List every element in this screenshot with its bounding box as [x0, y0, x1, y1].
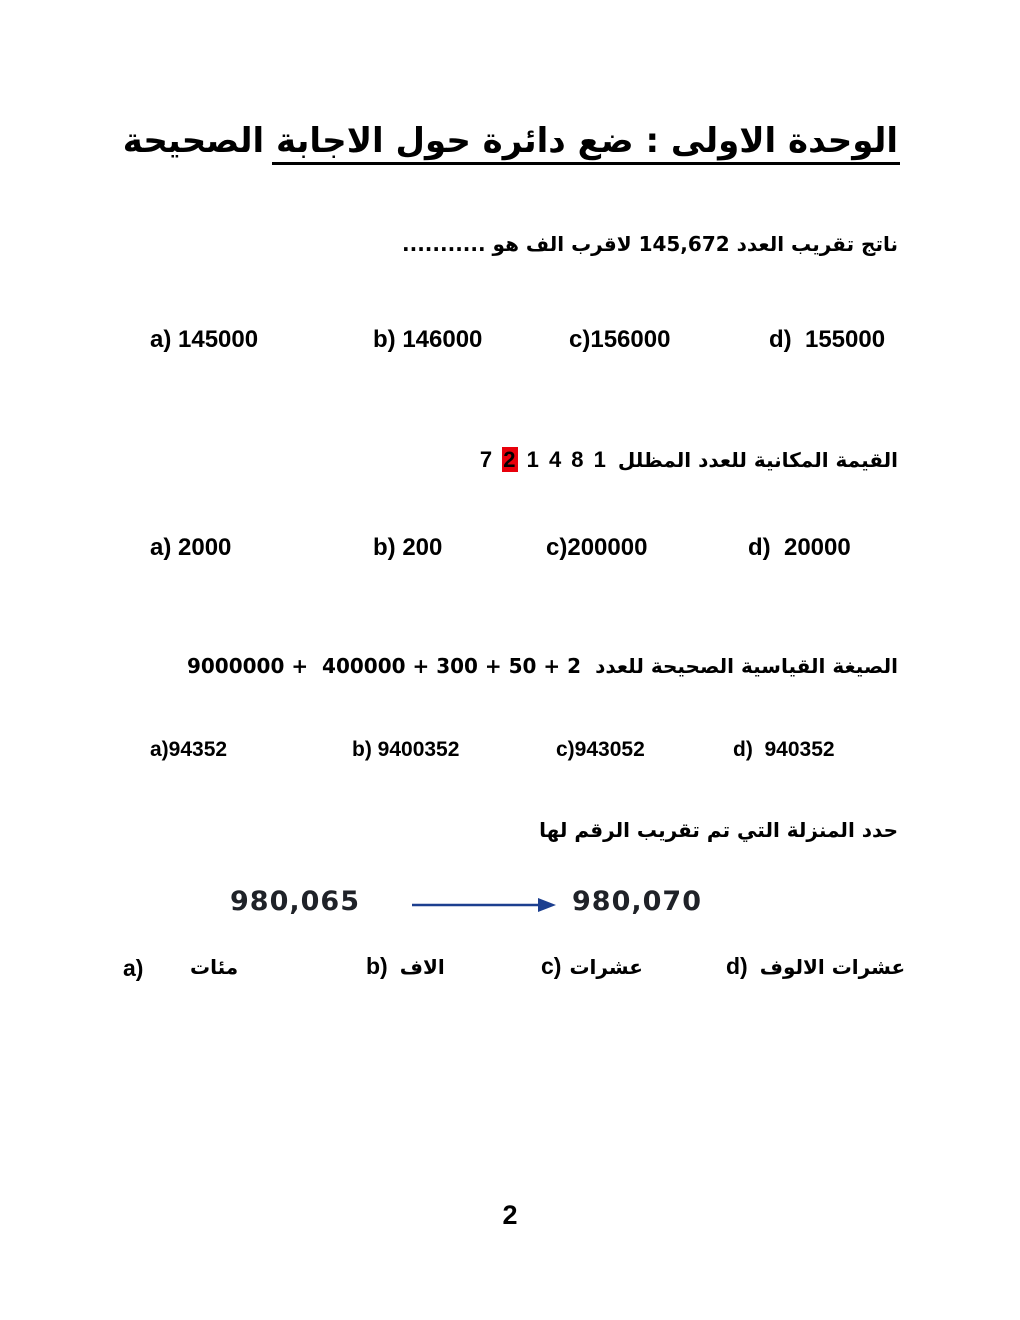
- q3-option-a[interactable]: a)94352: [150, 738, 228, 761]
- q2-option-c[interactable]: c)200000: [546, 534, 648, 561]
- q1-option-d[interactable]: d) 155000: [769, 326, 886, 353]
- original-number: 980,065: [230, 886, 360, 917]
- highlighted-digit: 2: [503, 447, 518, 472]
- question-4-text: حدد المنزلة التي تم تقريب الرقم لها: [539, 818, 898, 842]
- q4-option-b[interactable]: [366, 953, 445, 980]
- digits-rest: 1 4 8 1: [526, 447, 608, 472]
- q4-option-b-label: الاف: [399, 954, 445, 979]
- page-number: 2: [502, 1200, 518, 1230]
- question-2: [480, 447, 898, 473]
- digit-seven: 7: [479, 447, 495, 472]
- q4-option-c-label: عشرات: [569, 954, 643, 979]
- q4-option-c-letter: c): [541, 953, 562, 979]
- q4-option-d-letter: d): [726, 953, 748, 979]
- q1-option-a[interactable]: a) 145000: [150, 326, 259, 353]
- q3-option-b[interactable]: b) 9400352: [352, 738, 460, 761]
- page-title: الوحدة الاولى : ضع دائرة حول الاجابة الصحيحة: [122, 121, 898, 161]
- rounded-number: 980,070: [572, 886, 702, 917]
- question-2-text: القيمة المكانية للعدد المظلل: [617, 448, 898, 472]
- q2-option-d[interactable]: d) 20000: [748, 534, 851, 561]
- q4-option-b-letter: b): [366, 953, 388, 979]
- title-underline: [272, 162, 900, 165]
- q4-option-a-label[interactable]: مئات: [190, 955, 239, 979]
- q4-option-c[interactable]: [541, 953, 643, 980]
- question-1-text: ناتج تقريب العدد 145,672 لاقرب الف هو ...........: [402, 232, 898, 256]
- question-3-expression: 9000000 + 400000 + 300 + 50 + 2: [186, 654, 582, 678]
- q1-option-c[interactable]: c)156000: [569, 326, 671, 353]
- question-2-number: [480, 447, 608, 473]
- q3-option-c[interactable]: c)943052: [556, 738, 645, 761]
- rounding-arrow-icon: [410, 893, 560, 917]
- question-3: [187, 654, 898, 678]
- question-3-text: الصيغة القياسية الصحيحة للعدد: [595, 654, 898, 678]
- q2-option-b[interactable]: b) 200: [373, 534, 443, 561]
- q1-option-b[interactable]: b) 146000: [373, 326, 483, 353]
- q4-option-d[interactable]: [726, 953, 905, 980]
- q3-option-d[interactable]: d) 940352: [733, 738, 835, 761]
- q4-option-a-letter[interactable]: a): [123, 955, 144, 981]
- q2-option-a[interactable]: a) 2000: [150, 534, 232, 561]
- q4-option-d-label: عشرات الالوف: [759, 954, 906, 979]
